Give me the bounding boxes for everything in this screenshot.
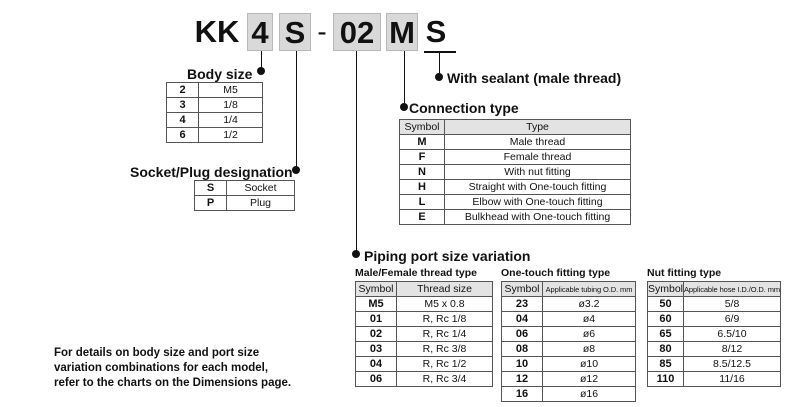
connection-type-table bbox=[399, 119, 631, 225]
table-row bbox=[356, 327, 493, 342]
value-cell: R, Rc 1/8 bbox=[397, 312, 493, 327]
value-cell: Straight with One-touch fitting bbox=[445, 180, 631, 195]
value-cell: ø3.2 bbox=[543, 297, 636, 312]
table-row bbox=[400, 195, 631, 210]
value-cell: M5 x 0.8 bbox=[397, 297, 493, 312]
connection-type-title: Connection type bbox=[409, 100, 519, 116]
symbol-cell: M bbox=[400, 135, 445, 150]
connector-dot-connection bbox=[400, 103, 408, 111]
symbol-cell: 4 bbox=[167, 113, 199, 128]
table-row bbox=[502, 357, 636, 372]
table-row bbox=[648, 327, 781, 342]
value-cell: 8/12 bbox=[684, 342, 781, 357]
table-row bbox=[400, 150, 631, 165]
connector-dot-sealant bbox=[435, 73, 443, 81]
symbol-cell: P bbox=[195, 196, 227, 211]
value-cell: Elbow with One-touch fitting bbox=[445, 195, 631, 210]
symbol-cell: L bbox=[400, 195, 445, 210]
table-row bbox=[167, 128, 263, 143]
symbol-cell: 50 bbox=[648, 297, 684, 312]
table-header-row bbox=[502, 282, 636, 297]
symbol-cell: 02 bbox=[356, 327, 397, 342]
connector-dot-socket-plug bbox=[292, 166, 300, 174]
table-row bbox=[356, 342, 493, 357]
value-cell: Socket bbox=[227, 181, 295, 196]
table-row bbox=[648, 357, 781, 372]
model-dash: - bbox=[317, 16, 327, 47]
table-row bbox=[167, 113, 263, 128]
value-cell: Plug bbox=[227, 196, 295, 211]
table-row bbox=[195, 181, 295, 196]
value-cell: 6/9 bbox=[684, 312, 781, 327]
header-hose-id-od: Applicable hose I.D./O.D. mm bbox=[684, 282, 781, 297]
symbol-cell: 04 bbox=[356, 357, 397, 372]
table-row bbox=[400, 165, 631, 180]
value-cell: ø12 bbox=[543, 372, 636, 387]
value-cell: Female thread bbox=[445, 150, 631, 165]
symbol-cell: 04 bbox=[502, 312, 543, 327]
header-symbol: Symbol bbox=[356, 282, 397, 297]
symbol-cell: 3 bbox=[167, 98, 199, 113]
onetouch-type-table bbox=[501, 281, 636, 402]
symbol-cell: 6 bbox=[167, 128, 199, 143]
symbol-cell: 60 bbox=[648, 312, 684, 327]
table-row bbox=[648, 312, 781, 327]
symbol-cell: N bbox=[400, 165, 445, 180]
model-body-size-box: 4 bbox=[247, 13, 273, 51]
table-row bbox=[167, 83, 263, 98]
value-cell: ø4 bbox=[543, 312, 636, 327]
nut-type-subtitle: Nut fitting type bbox=[647, 267, 722, 279]
value-cell: 1/2 bbox=[199, 128, 263, 143]
header-symbol: Symbol bbox=[400, 120, 445, 135]
symbol-cell: 85 bbox=[648, 357, 684, 372]
value-cell: M5 bbox=[199, 83, 263, 98]
symbol-cell: 2 bbox=[167, 83, 199, 98]
symbol-cell: 06 bbox=[502, 327, 543, 342]
sealant-underline bbox=[424, 51, 456, 53]
value-cell: 1/4 bbox=[199, 113, 263, 128]
header-symbol: Symbol bbox=[648, 282, 684, 295]
value-cell: Bulkhead with One-touch fitting bbox=[445, 210, 631, 225]
value-cell: R, Rc 3/8 bbox=[397, 342, 493, 357]
body-size-table bbox=[166, 82, 263, 143]
table-row bbox=[356, 312, 493, 327]
symbol-cell: 80 bbox=[648, 342, 684, 357]
symbol-cell: 01 bbox=[356, 312, 397, 327]
table-row bbox=[356, 372, 493, 387]
value-cell: 5/8 bbox=[684, 297, 781, 312]
nut-type-table bbox=[647, 281, 781, 387]
value-cell: ø6 bbox=[543, 327, 636, 342]
note-line: variation combinations for each model, bbox=[54, 362, 269, 374]
body-size-title: Body size bbox=[187, 66, 253, 82]
symbol-cell: E bbox=[400, 210, 445, 225]
note-line: For details on body size and port size bbox=[54, 347, 260, 359]
value-cell: Male thread bbox=[445, 135, 631, 150]
table-row bbox=[502, 312, 636, 327]
table-row bbox=[400, 210, 631, 225]
socket-plug-table bbox=[194, 180, 295, 211]
symbol-cell: H bbox=[400, 180, 445, 195]
table-row bbox=[400, 135, 631, 150]
symbol-cell: 03 bbox=[356, 342, 397, 357]
table-row bbox=[502, 387, 636, 402]
model-prefix: KK bbox=[194, 14, 240, 49]
table-row bbox=[502, 372, 636, 387]
symbol-cell: M5 bbox=[356, 297, 397, 312]
symbol-cell: 12 bbox=[502, 372, 543, 387]
connector-connection bbox=[404, 51, 405, 108]
table-row bbox=[502, 342, 636, 357]
model-port-size-box: 02 bbox=[333, 13, 381, 51]
socket-plug-title: Socket/Plug designation bbox=[130, 164, 293, 180]
model-connection-box: M bbox=[386, 13, 418, 51]
value-cell: R, Rc 1/2 bbox=[397, 357, 493, 372]
symbol-cell: 10 bbox=[502, 357, 543, 372]
sealant-label: With sealant (male thread) bbox=[447, 70, 622, 86]
symbol-cell: 06 bbox=[356, 372, 397, 387]
value-cell: 6.5/10 bbox=[684, 327, 781, 342]
header-tubing-od: Applicable tubing O.D. mm bbox=[543, 282, 636, 297]
model-socket-plug-box: S bbox=[279, 13, 311, 51]
value-cell: ø10 bbox=[543, 357, 636, 372]
table-row bbox=[356, 357, 493, 372]
connector-socket-plug bbox=[296, 51, 297, 172]
table-row bbox=[167, 98, 263, 113]
table-row bbox=[502, 327, 636, 342]
connector-dot-port-size bbox=[352, 250, 360, 258]
header-symbol: Symbol bbox=[502, 282, 543, 297]
symbol-cell: 16 bbox=[502, 387, 543, 402]
value-cell: R, Rc 3/4 bbox=[397, 372, 493, 387]
table-row bbox=[502, 297, 636, 312]
table-header-row bbox=[356, 282, 493, 297]
table-header-row bbox=[648, 282, 781, 297]
table-row bbox=[400, 180, 631, 195]
onetouch-type-subtitle: One-touch fitting type bbox=[501, 267, 611, 279]
value-cell: R, Rc 1/4 bbox=[397, 327, 493, 342]
connector-dot-body-size bbox=[257, 67, 265, 75]
symbol-cell: F bbox=[400, 150, 445, 165]
table-row bbox=[648, 372, 781, 387]
dimensions-note bbox=[54, 346, 291, 391]
note-line: refer to the charts on the Dimensions page. bbox=[54, 377, 292, 389]
value-cell: 1/8 bbox=[199, 98, 263, 113]
value-cell: 11/16 bbox=[684, 372, 781, 387]
table-row bbox=[648, 297, 781, 312]
piping-title: Piping port size variation bbox=[364, 248, 531, 264]
symbol-cell: 23 bbox=[502, 297, 543, 312]
value-cell: ø16 bbox=[543, 387, 636, 402]
symbol-cell: 08 bbox=[502, 342, 543, 357]
table-row bbox=[648, 342, 781, 357]
symbol-cell: 110 bbox=[648, 372, 684, 387]
value-cell: 8.5/12.5 bbox=[684, 357, 781, 372]
header-type: Type bbox=[445, 120, 631, 135]
symbol-cell: 65 bbox=[648, 327, 684, 342]
thread-type-subtitle: Male/Female thread type bbox=[355, 267, 477, 279]
thread-type-table bbox=[355, 281, 493, 387]
value-cell: ø8 bbox=[543, 342, 636, 357]
connector-port-size bbox=[356, 51, 357, 256]
table-header-row bbox=[400, 120, 631, 135]
model-sealant: S bbox=[425, 14, 447, 49]
table-row bbox=[195, 196, 295, 211]
table-row bbox=[356, 297, 493, 312]
value-cell: With nut fitting bbox=[445, 165, 631, 180]
header-thread-size: Thread size bbox=[397, 282, 493, 297]
symbol-cell: S bbox=[195, 181, 227, 196]
